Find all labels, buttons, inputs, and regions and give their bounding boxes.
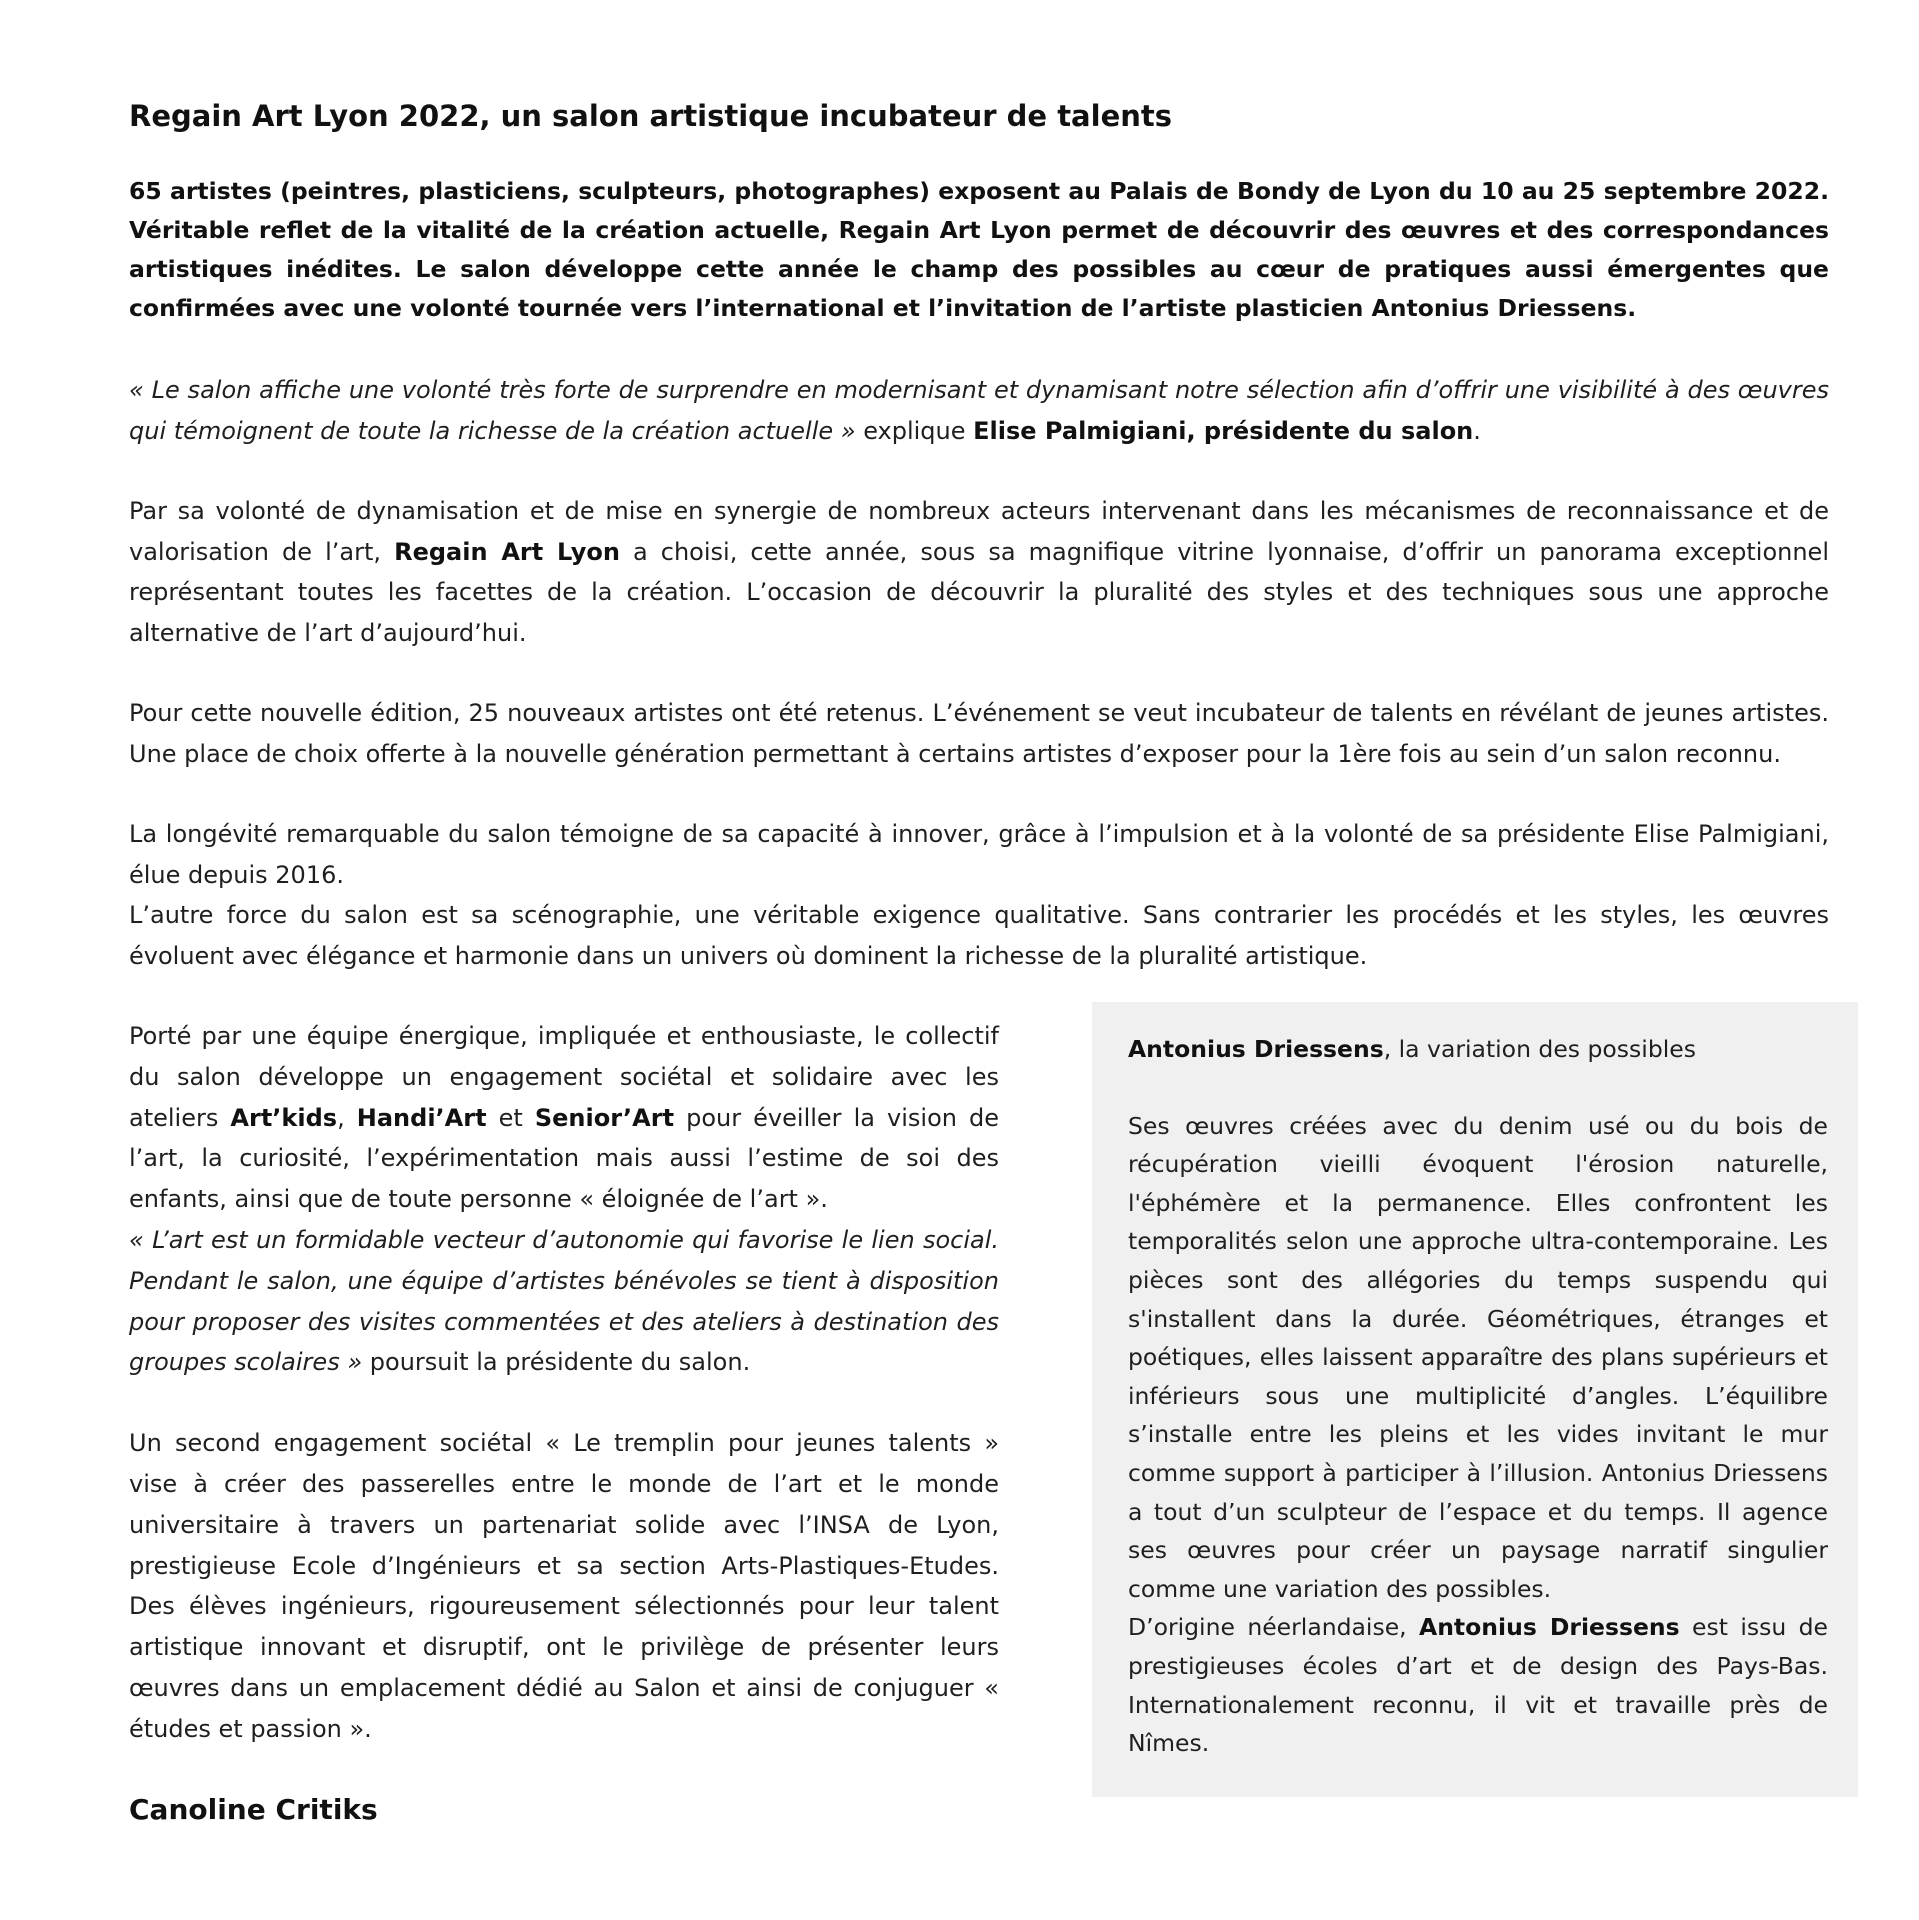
workshops-text-4: pour éveiller la vision de l’art, la curiosité, l’expérimentation mais aussi l’estime de soi des enfants, ainsi que de toute personne « éloignée de l’art ». bbox=[129, 1103, 1000, 1214]
workshops-text-3: et bbox=[486, 1103, 535, 1132]
autonomy-quote-paragraph bbox=[129, 1220, 999, 1383]
quote-verb: explique bbox=[855, 416, 974, 445]
president-quote-paragraph bbox=[129, 370, 1829, 451]
workshops-text-1: Porté par une équipe énergique, impliquée et enthousiaste, le collectif du salon développe un engagement sociétal et solidaire avec les ateliers bbox=[129, 1022, 999, 1132]
autonomy-quote: « L’art est un formidable vecteur d’autonomie qui favorise le lien social. Pendant le salon, une équipe d’artistes bénévoles se tient à disposition pour proposer des visites commentées et des ateliers à destination des groupes scolaires » bbox=[129, 1225, 999, 1377]
salon-name-bold: Regain Art Lyon bbox=[394, 537, 620, 566]
sidebar-title-rest: , la variation des possibles bbox=[1383, 1035, 1696, 1063]
artkids-bold: Art’kids bbox=[230, 1103, 338, 1132]
article-lede: 65 artistes (peintres, plasticiens, sculpteurs, photographes) exposent au Palais de Bondy de Lyon du 10 au 25 septembre 2022. Véritable reflet de la vitalité de la création actuelle, Regain Art Lyon permet de découvrir des œuvres et des correspondances artistiques inédites. Le salon développe cette année le champ des possibles au cœur de pratiques aussi émergentes que confirmées avec une volonté tournée vers l’international et l’invitation de l’artiste plasticien Antonius Driessens. bbox=[129, 177, 1829, 322]
workshops-paragraph bbox=[129, 1016, 999, 1220]
handiart-bold: Handi’Art bbox=[356, 1103, 487, 1132]
sidebar-bio-name: Antonius Driessens bbox=[1419, 1613, 1680, 1642]
sidebar-artist-name: Antonius Driessens bbox=[1128, 1035, 1384, 1063]
sidebar-body: Ses œuvres créées avec du denim usé ou du bois de récupération vieilli évoquent l'érosion naturelle, l'éphémère et la permanence. Elles confrontent les temporalités selon une approche ultra-contemporaine. Les pièces sont des allégories du temps suspendu qui s'installent dans la durée. Géométriques, étranges et poétiques, elles laissent apparaître des plans supérieurs et inférieurs sous une multiplicité d’angles. L’équilibre s’installe entre les pleins et les vides invitant le mur comme support à participer à l’illusion. Antonius Driessens a tout d’un sculpteur de l’espace et du temps. Il agence ses œuvres pour créer un paysage narratif singulier comme une variation des possibles. bbox=[1128, 1111, 1828, 1603]
synergy-text-start: Par sa volonté de dynamisation et de mise en synergie de nombreux acteurs intervenant dans les mécanismes de reconnaissance et de valorisation de l’art, bbox=[129, 497, 1829, 566]
quote-end: . bbox=[1473, 416, 1481, 445]
scenography-paragraph: L’autre force du salon est sa scénographie, une véritable exigence qualitative. Sans contrarier les procédés et les styles, les œuvres évoluent avec élégance et harmonie dans un univers où dominent la richesse de la pluralité artistique. bbox=[129, 901, 1829, 970]
autonomy-quote-attribution: poursuit la présidente du salon. bbox=[362, 1348, 751, 1377]
left-column bbox=[129, 1016, 999, 1830]
sidebar-bio bbox=[1128, 1608, 1828, 1762]
article bbox=[129, 96, 1829, 1846]
president-quote: « Le salon affiche une volonté très forte de surprendre en modernisant et dynamisant notre sélection afin d’offrir une visibilité à des œuvres qui témoignent de toute la richesse de la création actuelle » bbox=[129, 376, 1829, 445]
synergy-text-end: a choisi, cette année, sous sa magnifique vitrine lyonnaise, d’offrir un panorama exceptionnel représentant toutes les facettes de la création. L’occasion de découvrir la pluralité des styles et des techniques sous une approche alternative de l’art d’aujourd’hui. bbox=[129, 537, 1829, 647]
sidebar-bio-start: D’origine néerlandaise, bbox=[1128, 1613, 1420, 1642]
tremplin-paragraph: Un second engagement sociétal « Le tremplin pour jeunes talents » vise à créer des passerelles entre le monde de l’art et le monde universitaire à travers un partenariat solide avec l’INSA de Lyon, prestigieuse Ecole d’Ingénieurs et sa section Arts-Plastiques-Etudes. Des élèves ingénieurs, rigoureusement sélectionnés pour leur talent artistique innovant et disruptif, ont le privilège de présenter leurs œuvres dans un emplacement dédié au Salon et ainsi de conjuguer « études et passion ». bbox=[129, 1429, 999, 1743]
seniorart-bold: Senior’Art bbox=[534, 1103, 675, 1132]
artist-sidebar bbox=[1092, 1002, 1858, 1797]
quote-speaker: Elise Palmigiani, présidente du salon bbox=[973, 416, 1474, 445]
synergy-paragraph bbox=[129, 491, 1829, 653]
two-column-section bbox=[129, 1016, 1829, 1846]
new-edition-paragraph: Pour cette nouvelle édition, 25 nouveaux artistes ont été retenus. L’événement se veut incubateur de talents en révélant de jeunes artistes. Une place de choix offerte à la nouvelle génération permettant à certains artistes d’exposer pour la 1ère fois au sein d’un salon reconnu. bbox=[129, 699, 1829, 768]
article-title: Regain Art Lyon 2022, un salon artistique incubateur de talents bbox=[129, 99, 1173, 133]
workshops-text-2: , bbox=[337, 1103, 357, 1132]
sidebar-title bbox=[1128, 1030, 1828, 1069]
sidebar-bio-end: est issu de prestigieuses écoles d’art et de design des Pays-Bas. Internationalement reconnu, il vit et travaille près de Nîmes. bbox=[1128, 1613, 1828, 1758]
longevity-paragraph: La longévité remarquable du salon témoigne de sa capacité à innover, grâce à l’impulsion et à la volonté de sa présidente Elise Palmigiani, élue depuis 2016. bbox=[129, 820, 1829, 889]
author-signature: Canoline Critiks bbox=[129, 1792, 378, 1826]
